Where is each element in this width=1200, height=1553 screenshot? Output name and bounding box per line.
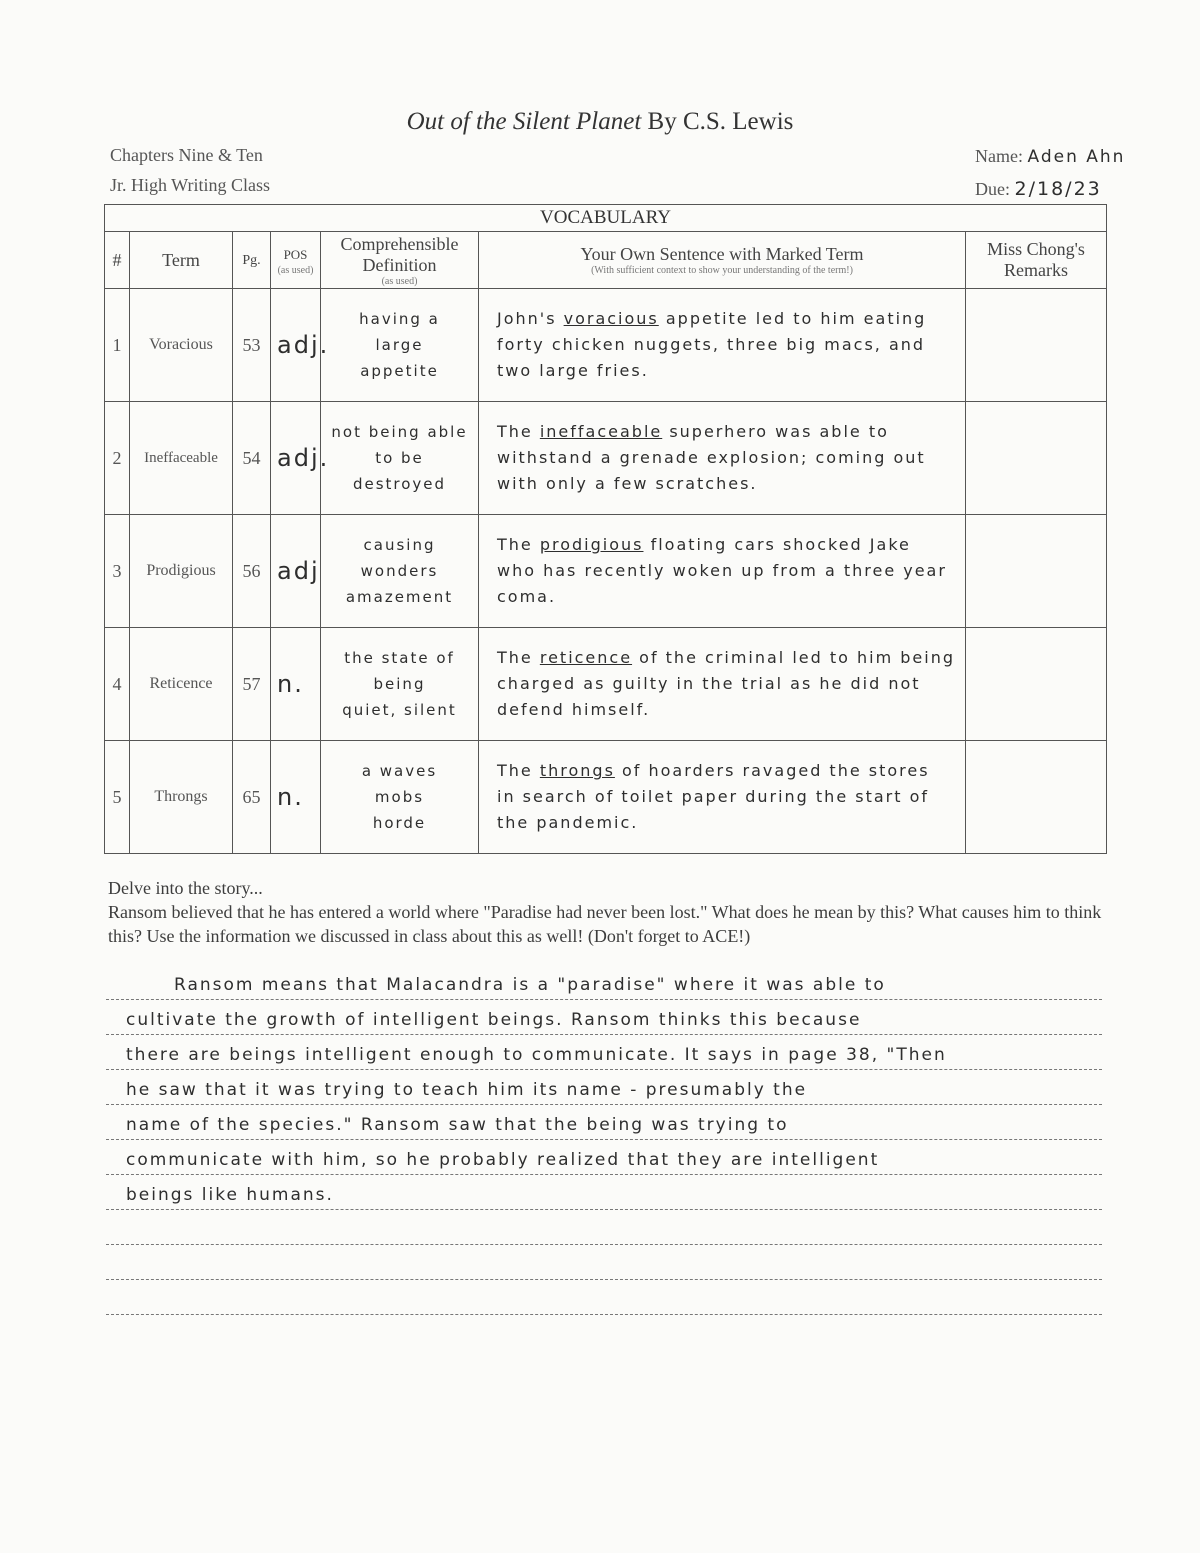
sentence-start: The xyxy=(497,761,540,780)
pos-header-label: POS xyxy=(283,247,308,262)
remarks-cell xyxy=(966,289,1107,402)
answer-line: name of the species." Ransom saw that the being was trying to xyxy=(106,1105,1102,1140)
pos-header-sub: (as used) xyxy=(277,265,314,276)
answer-line xyxy=(106,1280,1102,1315)
sentence-header-sub: (With sufficient context to show your understanding of the term!) xyxy=(591,265,853,276)
remarks-cell xyxy=(966,402,1107,515)
row-number: 2 xyxy=(105,402,130,515)
row-number: 3 xyxy=(105,515,130,628)
definition-line: to be xyxy=(375,449,424,467)
definition-line: mobs xyxy=(374,788,425,806)
definition xyxy=(321,402,479,515)
row-number: 5 xyxy=(105,741,130,854)
part-of-speech: adj. xyxy=(271,402,321,515)
page-number: 56 xyxy=(233,515,271,628)
example-sentence xyxy=(479,628,966,741)
definition-line: wonders xyxy=(360,562,439,580)
part-of-speech: adj. xyxy=(271,289,321,402)
due-label: Due: xyxy=(975,179,1010,199)
answer-line xyxy=(106,1245,1102,1280)
definition xyxy=(321,628,479,741)
term: Reticence xyxy=(130,628,233,741)
due-value: 2/18/23 xyxy=(1014,178,1102,200)
answer-line: he saw that it was trying to teach him its name - presumably the xyxy=(106,1070,1102,1105)
definition-line: destroyed xyxy=(352,475,447,493)
definition-header-sub: (as used) xyxy=(381,275,418,287)
author: By C.S. Lewis xyxy=(641,108,794,135)
marked-term: voracious xyxy=(563,309,659,328)
example-sentence xyxy=(479,402,966,515)
example-sentence xyxy=(479,289,966,402)
definition-header-label: Comprehensible Definition xyxy=(340,233,459,275)
term: Voracious xyxy=(130,289,233,402)
answer-line: communicate with him, so he probably realized that they are intelligent xyxy=(106,1140,1102,1175)
definition-line: horde xyxy=(372,814,427,832)
marked-term: ineffaceable xyxy=(539,422,663,441)
col-header-sentence xyxy=(479,232,966,289)
answer-line: there are beings intelligent enough to communicate. It says in page 38, "Then xyxy=(106,1035,1102,1070)
definition xyxy=(321,741,479,854)
sentence-start: John's xyxy=(497,309,564,328)
col-header-term: Term xyxy=(130,232,233,289)
delve-question: Ransom believed that he has entered a world where "Paradise had never been lost." What does he mean by this? What causes him to think this? Use the information we discussed in class about this as well! (Don't forget to ACE!) xyxy=(108,902,1102,946)
delve-section xyxy=(108,876,1108,948)
page-number: 57 xyxy=(233,628,271,741)
definition-line: a waves xyxy=(361,762,438,780)
term: Prodigious xyxy=(130,515,233,628)
col-header-pos xyxy=(271,232,321,289)
term: Ineffaceable xyxy=(130,402,233,515)
book-title: Out of the Silent Planet xyxy=(406,108,642,135)
sentence-end: appetite led to him eating forty chicken nuggets, three big macs, and two large fries. xyxy=(497,309,927,380)
remarks-cell xyxy=(966,515,1107,628)
page-number: 54 xyxy=(233,402,271,515)
remarks-cell xyxy=(966,628,1107,741)
example-sentence xyxy=(479,515,966,628)
definition-line: having a xyxy=(359,310,440,328)
col-header-pg: Pg. xyxy=(233,232,271,289)
marked-term: throngs xyxy=(539,761,615,780)
sentence-start: The xyxy=(497,648,540,667)
term: Throngs xyxy=(130,741,233,854)
vocab-row-2 xyxy=(105,402,1107,515)
page-number: 53 xyxy=(233,289,271,402)
sentence-end: of hoarders ravaged the stores in search of toilet paper during the start of the pandemic. xyxy=(497,761,930,832)
answer-line: beings like humans. xyxy=(106,1175,1102,1210)
part-of-speech: n. xyxy=(271,628,321,741)
marked-term: reticence xyxy=(539,648,633,667)
part-of-speech: adj xyxy=(271,515,321,628)
definition xyxy=(321,289,479,402)
definition-line: quiet, silent xyxy=(342,701,457,719)
answer-line xyxy=(106,1210,1102,1245)
definition-line: causing xyxy=(363,536,436,554)
sentence-end: superhero was able to withstand a grenade explosion; coming out with only a few scratches. xyxy=(497,422,926,493)
definition-line: appetite xyxy=(360,362,439,380)
definition xyxy=(321,515,479,628)
sentence-start: The xyxy=(497,535,540,554)
sentence-end: of the criminal led to him being charged as guilty in the trial as he did not defend himself. xyxy=(497,648,956,719)
definition-line: amazement xyxy=(345,588,454,606)
sentence-start: The xyxy=(497,422,540,441)
definition-line: the state of xyxy=(344,649,455,667)
vocab-row-1 xyxy=(105,289,1107,402)
delve-heading: Delve into the story... xyxy=(108,878,263,898)
page-number: 65 xyxy=(233,741,271,854)
col-header-definition xyxy=(321,232,479,289)
vocab-row-3 xyxy=(105,515,1107,628)
vocab-row-5 xyxy=(105,741,1107,854)
chapters-label: Chapters Nine & Ten xyxy=(110,145,263,165)
document-title xyxy=(0,108,1200,136)
due-field xyxy=(975,178,1102,200)
definition-line: being xyxy=(373,675,426,693)
vocab-row-4 xyxy=(105,628,1107,741)
answer-area xyxy=(106,965,1102,1315)
answer-line: Ransom means that Malacandra is a "paradise" where it was able to xyxy=(106,965,1102,1000)
row-number: 4 xyxy=(105,628,130,741)
marked-term: prodigious xyxy=(539,535,644,554)
vocabulary-heading: VOCABULARY xyxy=(105,205,1107,232)
answer-line: cultivate the growth of intelligent beings. Ransom thinks this because xyxy=(106,1000,1102,1035)
name-label: Name: xyxy=(975,146,1023,166)
part-of-speech: n. xyxy=(271,741,321,854)
name-value: Aden Ahn xyxy=(1027,147,1126,167)
example-sentence xyxy=(479,741,966,854)
remarks-cell xyxy=(966,741,1107,854)
sentence-end: floating cars shocked Jake who has recently woken up from a three year coma. xyxy=(497,535,947,606)
col-header-remarks: Miss Chong's Remarks xyxy=(966,232,1107,289)
definition-line: not being able xyxy=(331,423,468,441)
sentence-header-label: Your Own Sentence with Marked Term xyxy=(580,244,864,264)
row-number: 1 xyxy=(105,289,130,402)
name-field xyxy=(975,146,1125,167)
definition-line: large xyxy=(375,336,424,354)
vocabulary-table xyxy=(104,204,1107,854)
class-name: Jr. High Writing Class xyxy=(110,175,270,195)
col-header-num: # xyxy=(105,232,130,289)
